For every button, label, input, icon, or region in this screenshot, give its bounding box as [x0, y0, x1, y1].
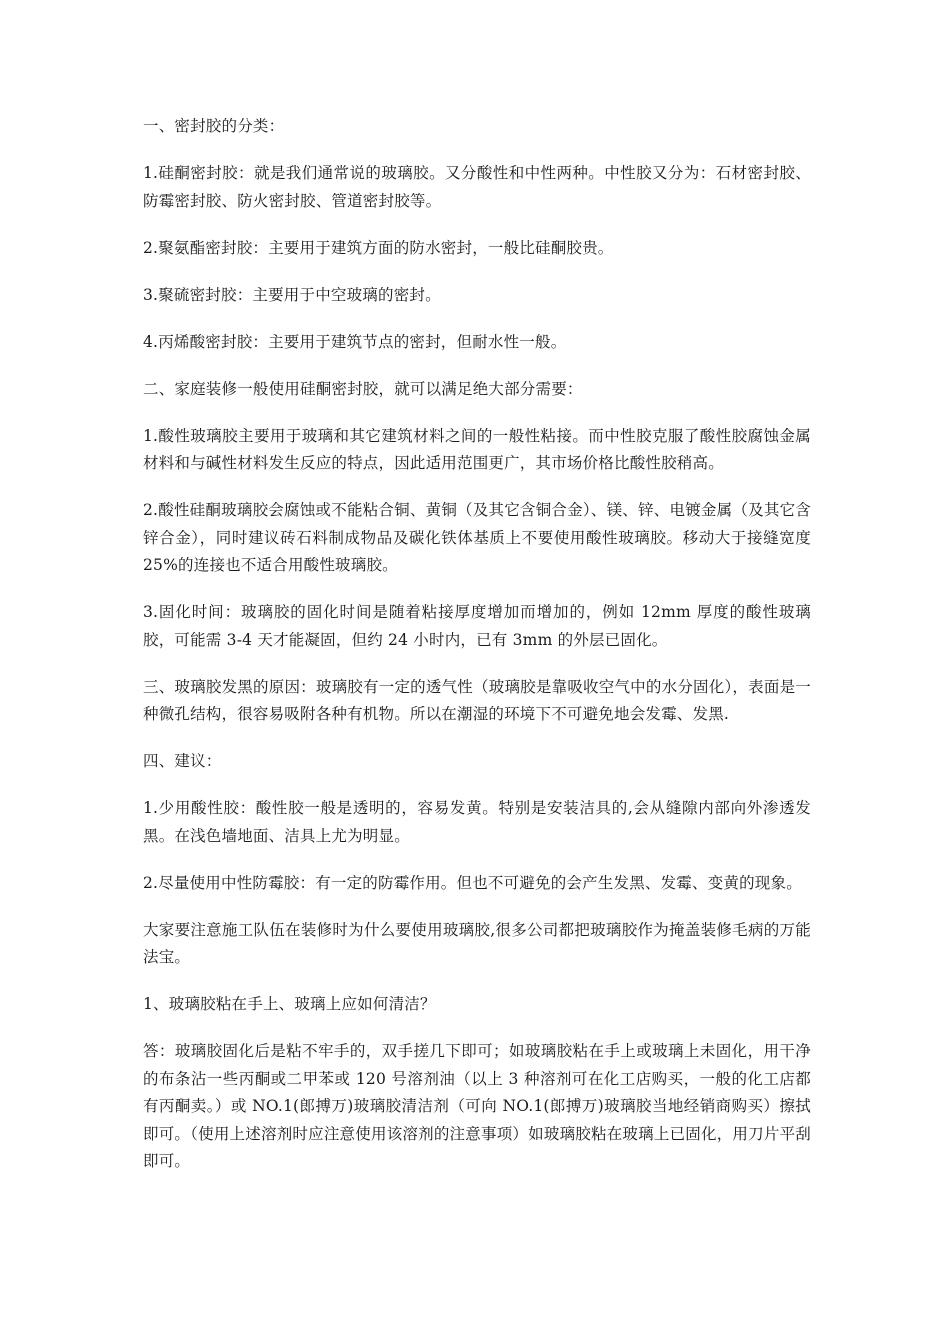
faq-question-cleaning: 1、玻璃胶粘在手上、玻璃上应如何清洁？ [143, 995, 436, 1013]
paragraph-acidic-glass-glue: 1.酸性玻璃胶主要用于玻璃和其它建筑材料之间的一般性粘接。而中性胶克服了酸性胶腐蚀金属材料和与碱性材料发生反应的特点，因此适用范围更广，其市场价格比酸性胶稍高。 [143, 426, 811, 472]
section-heading-blackening: 三、玻璃胶发黑的原因：玻璃胶有一定的透气性（玻璃胶是靠吸收空气中的水分固化），表面是一种微孔结构，很容易吸附各种有机物。所以在潮湿的环境下不可避免地会发霉、发黑. [143, 677, 811, 723]
section-heading-classification: 一、密封胶的分类： [143, 117, 285, 135]
faq-answer-cleaning: 答：玻璃胶固化后是粘不牢手的，双手搓几下即可；如玻璃胶粘在手上或玻璃上未固化，用干净的布条沾一些丙酮或二甲苯或 120 号溶剂油（以上 3 种溶剂可在化工店购买，一般的化工店都有丙酮卖。）或 NO.1(郎搏万)玻璃胶清洁剂（可向 NO.1(郎搏万)玻璃胶当地经销商购买）擦拭即可。（使用上述溶剂时应注意使用该溶剂的注意事项）如玻璃胶粘在玻璃上已固化，用刀片平刮即可。 [143, 1042, 811, 1170]
paragraph-polyurethane-sealant: 2.聚氨酯密封胶：主要用于建筑方面的防水密封，一般比硅酮胶贵。 [143, 238, 614, 257]
paragraph-polysulfide-sealant: 3.聚硫密封胶：主要用于中空玻璃的密封。 [143, 285, 441, 304]
paragraph-acrylic-sealant: 4.丙烯酸密封胶：主要用于建筑节点的密封，但耐水性一般。 [143, 332, 567, 351]
paragraph-caution: 大家要注意施工队伍在装修时为什么要使用玻璃胶,很多公司都把玻璃胶作为掩盖装修毛病的万能法宝。 [143, 920, 811, 966]
paragraph-acidic-corrosion: 2.酸性硅酮玻璃胶会腐蚀或不能粘合铜、黄铜（及其它含铜合金）、镁、锌、电镀金属（及其它含锌合金），同时建议砖石料制成物品及碳化铁体基质上不要使用酸性玻璃胶。移动大于接缝宽度 25%的连接也不适合用酸性玻璃胶。 [143, 501, 811, 574]
paragraph-silicone-sealant: 1.硅酮密封胶：就是我们通常说的玻璃胶。又分酸性和中性两种。中性胶又分为：石材密封胶、防霉密封胶、防火密封胶、管道密封胶等。 [143, 164, 811, 210]
paragraph-suggestion-neutral: 2.尽量使用中性防霉胶：有一定的防霉作用。但也不可避免的会产生发黑、发霉、变黄的现象。 [143, 873, 802, 892]
document-body [143, 113, 811, 1195]
section-heading-home-use: 二、家庭装修一般使用硅酮密封胶，就可以满足绝大部分需要： [143, 379, 583, 398]
paragraph-suggestion-acidic: 1.少用酸性胶：酸性胶一般是透明的，容易发黄。特别是安装洁具的,会从缝隙内部向外渗透发黑。在浅色墙地面、洁具上尤为明显。 [143, 799, 811, 845]
paragraph-curing-time: 3.固化时间：玻璃胶的固化时间是随着粘接厚度增加而增加的，例如 12mm 厚度的酸性玻璃胶，可能需 3-4 天才能凝固，但约 24 小时内，已有 3mm 的外层已固化。 [143, 603, 811, 649]
section-heading-suggestions: 四、建议： [143, 752, 222, 770]
